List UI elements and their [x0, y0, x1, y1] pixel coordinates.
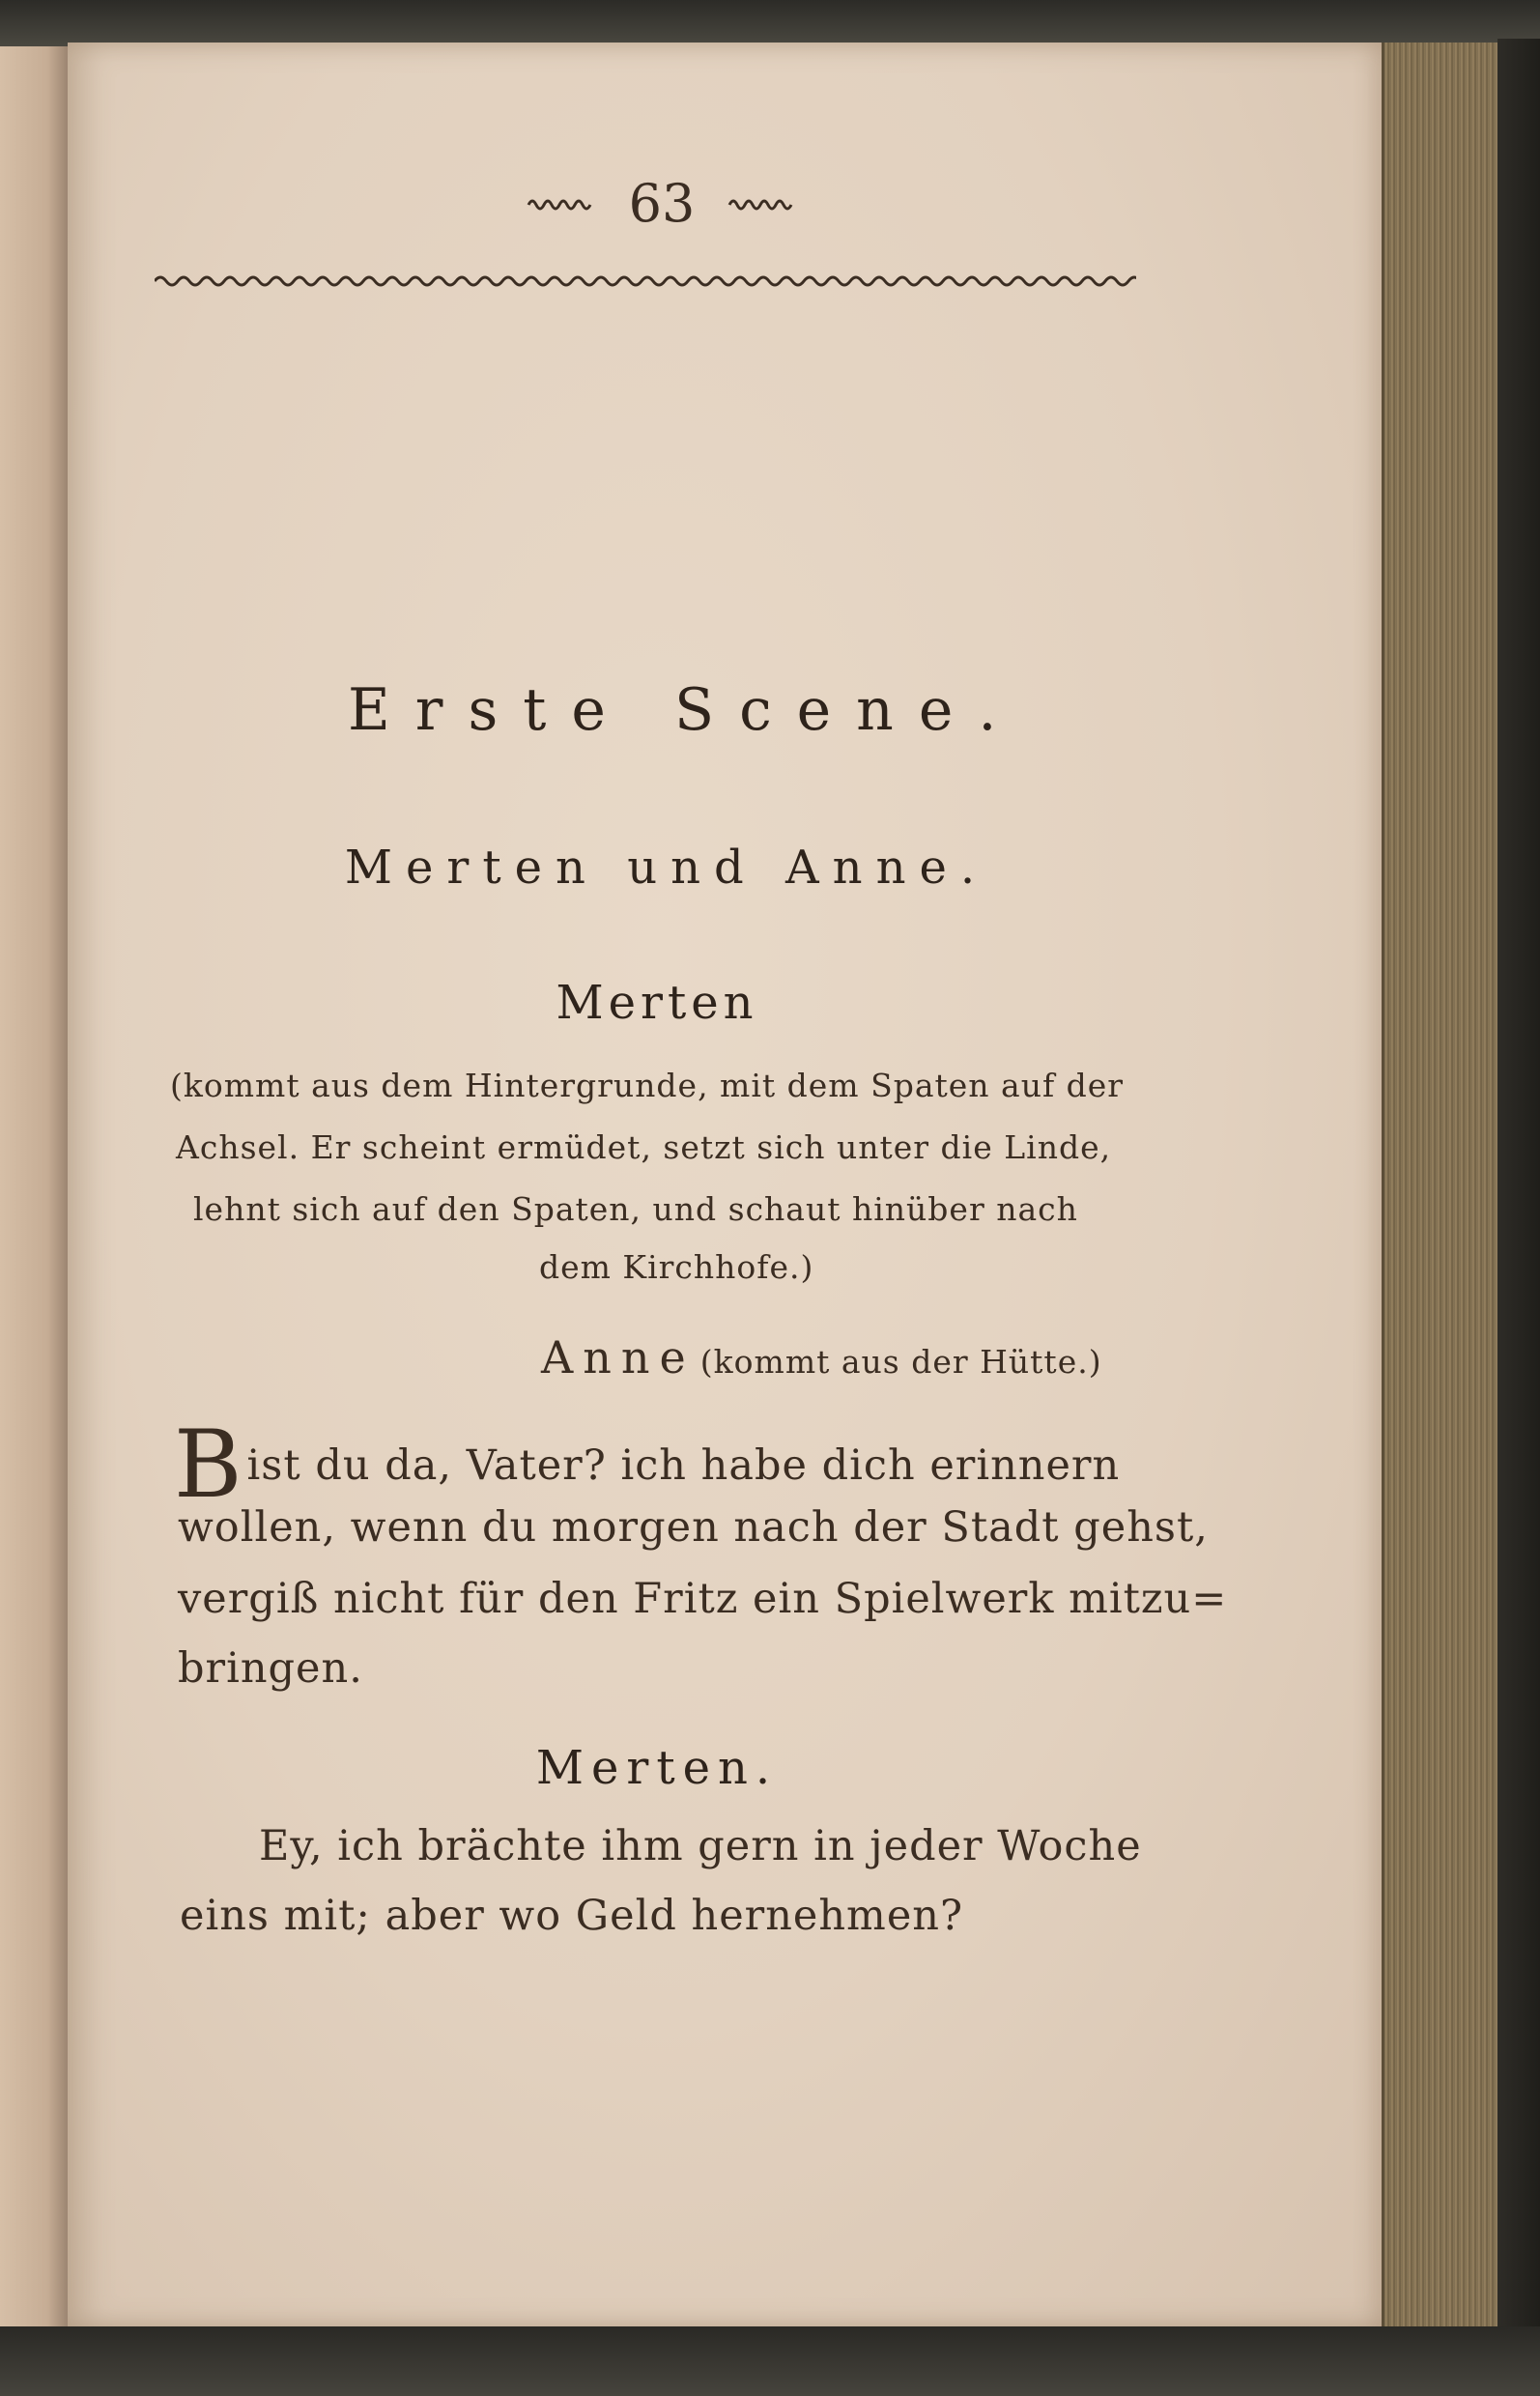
scan-top-edge — [0, 0, 1540, 46]
stage-direction-line: Achsel. Er scheint ermüdet, setzt sich unter die Linde, — [176, 1128, 1112, 1166]
facing-page-edge — [0, 46, 68, 2326]
page-number: 63 — [628, 172, 696, 234]
speech-line-text: ist du da, Vater? ich habe dich erinnern — [246, 1441, 1121, 1490]
drop-cap: B — [174, 1411, 243, 1519]
speech-line: wollen, wenn du morgen nach der Stadt gehst, — [178, 1503, 1209, 1552]
scan-bottom-edge — [0, 2326, 1540, 2396]
wavy-rule-divider — [155, 272, 1136, 290]
speech-line: bringen. — [178, 1644, 363, 1693]
book-cover-edge — [1497, 39, 1540, 2338]
wave-ornament-icon — [727, 193, 797, 213]
speaker-anne: Anne — [541, 1331, 696, 1383]
wave-ornament-icon — [527, 193, 596, 213]
stage-direction-line: dem Kirchhofe.) — [539, 1248, 814, 1286]
speaker-anne-line — [541, 1331, 1102, 1383]
stage-direction-line: lehnt sich auf den Spaten, und schaut hinüber nach — [193, 1190, 1078, 1228]
speaker-merten: Merten. — [535, 1741, 779, 1795]
scene-title: Erste Scene. — [348, 676, 1022, 744]
book-page — [68, 43, 1382, 2328]
character-list: Merten und Anne. — [344, 841, 989, 895]
stage-direction-inline: (kommt aus der Hütte.) — [699, 1343, 1102, 1381]
speech-line — [174, 1411, 1121, 1519]
page-block-edge — [1382, 43, 1500, 2328]
stage-direction-line: (kommt aus dem Hintergrunde, mit dem Spaten auf der — [170, 1067, 1125, 1104]
speaker-merten: Merten — [556, 976, 758, 1030]
speech-line: vergiß nicht für den Fritz ein Spielwerk mitzu= — [178, 1575, 1228, 1623]
running-header — [502, 169, 821, 237]
speech-line: eins mit; aber wo Geld hernehmen? — [180, 1892, 964, 1940]
speech-line: Ey, ich brächte ihm gern in jeder Woche — [259, 1822, 1142, 1870]
